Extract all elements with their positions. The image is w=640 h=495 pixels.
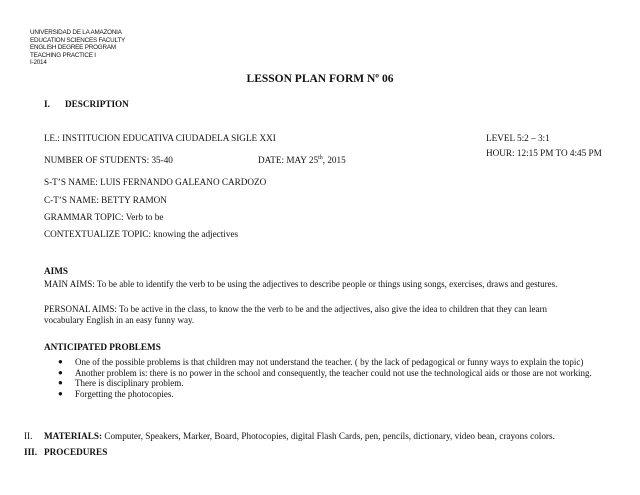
header-line: UNIVERSIDAD DE LA AMAZONIA [30,29,122,36]
grammar-topic: GRAMMAR TOPIC: Verb to be [44,212,164,222]
problem-text: There is disciplinary problem. [75,378,184,389]
problem-text: One of the possible problems is that children may not understand the teacher. ( by the lack of pedagogical or funny ways to explain the topic) [75,357,584,367]
bullet-icon: ● [58,357,63,366]
bullet-icon: ● [58,367,63,377]
materials-label: MATERIALS: [44,431,103,441]
materials-text: Computer, Speakers, Marker, Board, Photocopies, digital Flash Cards, pen, pencils, dictionary, video bean, crayons colors. [104,431,555,441]
personal-aims: PERSONAL AIMS: To be active in the class, to know the the verb to be and the adjectives, also give the idea to children that they can learn vocabulary English in an easy funny way. [44,304,547,325]
date-field [258,155,346,165]
problem-text: Another problem is: there is no power in the school and consequently, the teacher could not use the technological aids or those are not working. [75,367,592,378]
page-title: LESSON PLAN FORM Nº 06 [246,73,394,85]
contextualize-topic: CONTEXTUALIZE TOPIC: knowing the adjectives [44,229,239,239]
materials-line [44,431,555,441]
list-item [56,378,596,389]
problems-heading: ANTICIPATED PROBLEMS [44,342,161,352]
header-line: TEACHING PRACTICE I [30,51,96,59]
section-number: I. [44,99,50,109]
aims-heading: AIMS [44,266,68,276]
problem-text: Forgetting the photocopies. [75,388,174,399]
header-line: ENGLISH DEGREE PROGRAM [30,44,116,52]
date-prefix: DATE: MAY 25 [258,155,319,165]
date-superscript: th [318,154,323,161]
cooperating-teacher-name: C-T’S NAME: BETTY RAMON [44,195,167,205]
section-heading-description: DESCRIPTION [65,99,129,109]
procedures-heading: PROCEDURES [44,447,108,457]
header-line: I-2014 [30,59,47,67]
main-aims: MAIN AIMS: To be able to identify the verb to be using the adjectives to describe people or things using songs, exercises, draws and gestures. [44,279,558,289]
institution-header [30,29,125,67]
bullet-icon: ● [58,388,63,398]
problems-list [56,357,596,399]
students-field: NUMBER OF STUDENTS: 35-40 [44,155,173,165]
student-teacher-name: S-T’S NAME: LUIS FERNANDO GALEANO CARDOZO [44,177,267,187]
date-suffix: , 2015 [322,155,346,165]
section-number: III. [24,447,38,457]
institution-field: I.E.: INSTITUCION EDUCATIVA CIUDADELA SIGLE XXI [44,133,276,143]
list-item [56,389,596,400]
list-item [56,368,596,379]
hour-field: HOUR: 12:15 PM TO 4:45 PM [486,148,602,158]
section-number: II. [24,431,33,441]
header-line: EDUCATION SCIENCES FACULTY [30,36,125,44]
bullet-icon: ● [58,378,63,388]
list-item [56,357,596,368]
level-field: LEVEL 5:2 – 3:1 [486,133,550,143]
